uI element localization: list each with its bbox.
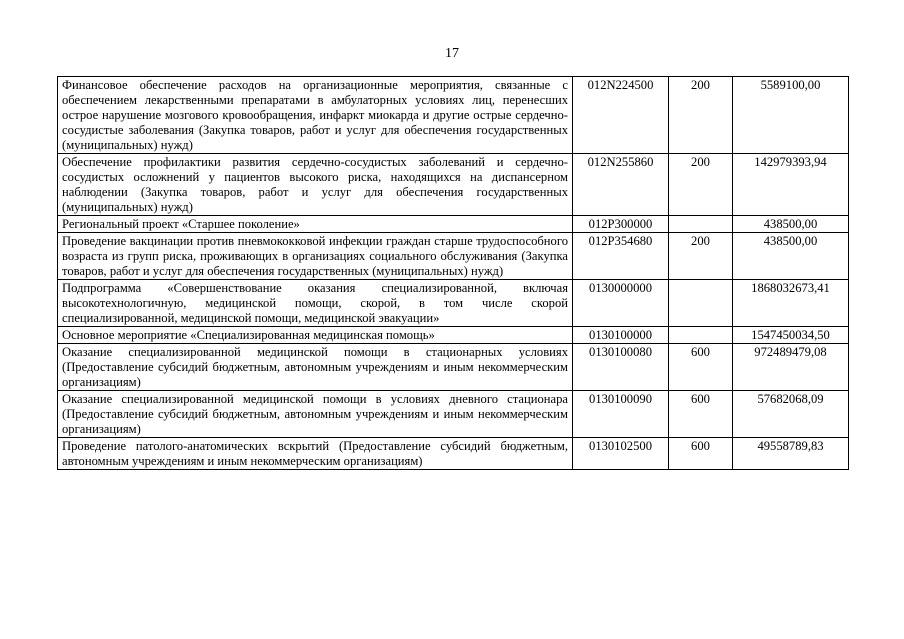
- row-amount: 1547450034,50: [733, 327, 849, 344]
- row-name: Основное мероприятие «Специализированная медицинская помощь»: [58, 327, 573, 344]
- row-code: 012P354680: [573, 233, 669, 280]
- table-row: [58, 391, 849, 438]
- row-code: 0130102500: [573, 438, 669, 470]
- table-row: [58, 77, 849, 154]
- table-row: [58, 280, 849, 327]
- row-code: 0130100090: [573, 391, 669, 438]
- row-code: 012N224500: [573, 77, 669, 154]
- table-row: [58, 154, 849, 216]
- row-expense-type: [669, 280, 733, 327]
- table-row: [58, 344, 849, 391]
- row-amount: 972489479,08: [733, 344, 849, 391]
- row-amount: 5589100,00: [733, 77, 849, 154]
- page-number: 17: [445, 46, 459, 61]
- row-name: Региональный проект «Старшее поколение»: [58, 216, 573, 233]
- row-expense-type: [669, 216, 733, 233]
- table-row: [58, 327, 849, 344]
- row-code: 0130100000: [573, 327, 669, 344]
- row-amount: 57682068,09: [733, 391, 849, 438]
- row-amount: 438500,00: [733, 233, 849, 280]
- row-name: Обеспечение профилактики развития сердечно-сосудистых заболеваний и сердечно-сосудистых осложнений у пациентов высокого риска, находящихся на диспансерном наблюдении (Закупка товаров, работ и услуг для обеспечения государственных (муниципальных) нужд): [58, 154, 573, 216]
- table-row: [58, 216, 849, 233]
- row-expense-type: 600: [669, 438, 733, 470]
- row-code: 012N255860: [573, 154, 669, 216]
- budget-table: [57, 76, 849, 470]
- row-expense-type: [669, 327, 733, 344]
- row-expense-type: 200: [669, 233, 733, 280]
- table-row: [58, 438, 849, 470]
- row-name: Финансовое обеспечение расходов на организационные мероприятия, связанные с обеспечением лекарственными препаратами в амбулаторных условиях лиц, перенесших острое нарушение мозгового кровообращения, инфаркт миокарда и другие острые сердечно-сосудистые заболевания (Закупка товаров, работ и услуг для обеспечения государственных (муниципальных) нужд): [58, 77, 573, 154]
- row-name: Проведение вакцинации против пневмококковой инфекции граждан старше трудоспособного возраста из групп риска, проживающих в организациях социального обслуживания (Закупка товаров, работ и услуг для обеспечения государственных (муниципальных) нужд): [58, 233, 573, 280]
- row-expense-type: 200: [669, 77, 733, 154]
- row-code: 0130000000: [573, 280, 669, 327]
- row-amount: 49558789,83: [733, 438, 849, 470]
- row-name: Подпрограмма «Совершенствование оказания специализированной, включая высокотехнологичную, медицинской помощи, скорой, в том числе скорой специализированной, медицинской помощи, медицинской эвакуации»: [58, 280, 573, 327]
- row-expense-type: 600: [669, 344, 733, 391]
- row-amount: 1868032673,41: [733, 280, 849, 327]
- row-code: 0130100080: [573, 344, 669, 391]
- table-row: [58, 233, 849, 280]
- row-amount: 438500,00: [733, 216, 849, 233]
- row-amount: 142979393,94: [733, 154, 849, 216]
- row-expense-type: 600: [669, 391, 733, 438]
- row-name: Проведение патолого-анатомических вскрытий (Предоставление субсидий бюджетным, автономным учреждениям и иным некоммерческим организациям): [58, 438, 573, 470]
- row-name: Оказание специализированной медицинской помощи в условиях дневного стационара (Предоставление субсидий бюджетным, автономным учреждениям и иным некоммерческим организациям): [58, 391, 573, 438]
- row-name: Оказание специализированной медицинской помощи в стационарных условиях (Предоставление субсидий бюджетным, автономным учреждениям и иным некоммерческим организациям): [58, 344, 573, 391]
- row-code: 012P300000: [573, 216, 669, 233]
- row-expense-type: 200: [669, 154, 733, 216]
